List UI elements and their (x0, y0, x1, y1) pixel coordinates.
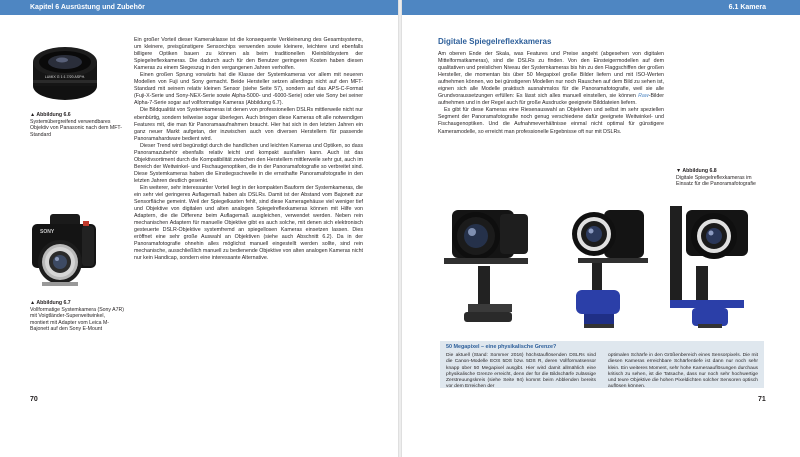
right-page (402, 0, 800, 457)
info-box-column-2: optimalen Schärfe in den Größenbereich eines Sensorpixels. Die mit diesen Kameras erreichbare Schärfentiefe ist dann nur noch sehr klein. Ein weiteres Moment, sehr hohe Kameraauflösungen durchaus kritisch zu sehen, ist die Tatsache, dass nur noch sehr hochwertige und teure Objektive die hohen Pixeldichten solcher Sensoren optisch auflösen können. (608, 353, 758, 390)
figure-6-7-caption: ▲ Abbildung 6.7 Vollformatige Systemkamera (Sony A7R) mit Voigtländer-Superweitwinkel, montiert mit Adapter vom Leica M-Bajonett auf den Sony E-Mount (30, 300, 124, 333)
left-paragraph-3: Die Bildqualität von Systemkameras ist denen von professionellen DSLRs mittlerweile nicht nur ebenbürtig, sondern teilweise sogar überlegen. Auch bringen diese Kameras oft alle notwendigen Features mit, die man für Panoramaaufnahmen braucht. Hier hat sich in den letzten Jahren ein ganz neuer Markt aufgetan, der inzwischen auch von diversen Herstellern für passende Panoramahardware bedient wird. (134, 107, 363, 142)
left-page (0, 0, 398, 457)
figure-6-8-caption: ▼ Abbildung 6.8 Digitale Spiegelreflexkameras im Einsatz für die Panoramafotografie (676, 168, 756, 188)
right-page-number: 71 (758, 396, 766, 403)
left-header-title: Kapitel 6 Ausrüstung und Zubehör (30, 4, 145, 11)
left-body-text (134, 37, 363, 263)
info-box (440, 341, 764, 388)
right-paragraph-1: Am oberen Ende der Skala, was Features und Preise angeht (abgesehen von digitalen Mittelformatkameras), sind die DSLRs zu finden. Von den Einsteigermodellen auf dem qualitativen und preislichen Niveau der Systemkameras bis hin zu den Flaggschiffen der großen Hersteller, die momentan bis über 50 Megapixel große Bilder liefern und mit ISO-Werten aufnehmen können, wo bei günstigeren Modellen nur noch Rauschen auf dem Bild zu sehen ist, eignen sich alle Modelle praktisch ausnahmslos für die Panoramafotografie, weil sie alle Grundvoraussetzungen erfüllen: Es lässt sich alles manuell einstellen, sie können Raw-Bilder aufnehmen und in der Regel auch für große Ausdrucke geeignete Bilddateien liefern. (438, 51, 664, 107)
lens-label-text: LUMIX G 1:1.7/20 ASPH. (44, 75, 86, 79)
left-paragraph-1: Ein großer Vorteil dieser Kameraklasse ist die konsequente Verkleinerung des Gesamtsystems, um kleinere, preisgünstigere Sensorchips verwenden sowie kleinere, leichtere und ebenfalls billigere Optiken bauen zu können als beim traditionellen Kleinbildsystem der Spiegelreflexkameras. Die dadurch auch für den Benutzer geringeren Kosten haben diesen Kameras zu einem Siegeszug in den vergangenen Jahren verholfen. (134, 37, 363, 72)
dslr-panorama-heads-photo (438, 196, 764, 330)
left-paragraph-4: Dieser Trend wird begünstigt durch die handlichen und leichten Kameras und Optiken, so dass Panoramazubehör ebenfalls relativ leicht und kompakt ausfallen kann. Auch ist das Objektivsortiment durch die Kompatibilität zwischen den Herstellern mittlerweile sehr gut, auch im Bereich der Weitwinkel- und Fischaugenoptiken, die in der Panoramafotografie so verbreitet sind. Diese Systemkameras haben die Einstiegsschwelle in die ernsthafte Panoramafotografie in den letzten Jahren deutlich gesenkt. (134, 142, 363, 184)
panasonic-lens-photo (30, 40, 100, 104)
left-page-number: 70 (30, 396, 38, 403)
figure-6-8-text: Digitale Spiegelreflexkameras im Einsatz für die Panoramafotografie (676, 174, 756, 188)
left-page-header (0, 0, 398, 15)
info-box-column-1: Die aktuell (Stand: Sommer 2016) höchstauflösenden DSLRs sind die Canon-Modelle EOS 5DS bzw. 5DS R, deren Vollformatsensor knapp über 50 Megapixel ausgibt. Hier wird damit allmählich eine physikalische Grenze erreicht, denn der für die Bildschärfe zulässige Zerstreuungskreis (siehe Seite 94) kommt beim Abblenden bereits vor dem Erreichen der (446, 353, 596, 390)
figure-6-6-title: Abbildung 6.6 (36, 112, 71, 118)
raw-link[interactable]: Raw (638, 93, 649, 100)
right-page-header (402, 0, 800, 15)
section-heading: Digitale Spiegelreflexkameras (438, 37, 552, 46)
dslr-on-pano-head-1 (444, 210, 528, 322)
info-box-title: 50 Megapixel – eine physikalische Grenze? (446, 344, 557, 350)
right-body-text (438, 37, 664, 136)
figure-6-8-title: Abbildung 6.8 (682, 168, 717, 174)
dslr-on-pano-head-3 (670, 206, 748, 328)
left-paragraph-2: Einen großen Sprung vorwärts hat die Klasse der Systemkameras vor allem mit neueren Modellen von Fuji und Sony gemacht. Beide Hersteller setzen allerdings nicht auf den MFT-Standard mit seinem relativ kleinen Sensor (siehe Seite 57), sondern auf das APS-C-Format (Fuji-X-Serie und Sony-NEX-Serie sowie Alpha-5000- und -6000-Serie) oder wie Sony bei seiner Alpha-7-Serie sogar auf vollformatige Kameras (Abbildung 6.7). (134, 72, 363, 107)
sony-camera-photo (28, 212, 100, 296)
figure-6-6-caption: ▲ Abbildung 6.6 Systemübergreifend verwendbares Objektiv von Panasonic nach dem MFT-Standard (30, 112, 122, 138)
left-paragraph-5: Ein weiterer, sehr interessanter Vorteil liegt in der kompakten Bauform der Systemkameras, die ein sehr viel geringeres Auflagemaß haben als DSLRs. Damit ist der Abstand vom Bajonett zur Sensorfläche gemeint. Weil der Spiegelkasten fehlt, sind diese Kameragehäuse viel weniger tief und Objektive von digitalen und alten analogen Spiegelreflexkameras können mit Hilfe von Adaptern, die die Differenz beim Auflagemaß ausgleichen, verwendet werden. Neben rein mechanischen Adaptern für manuelle Objektive gibt es auch solche, mit denen sich elektronisch gesteuerte DSLR-Objektive systemfremd an spiegellosen Kameras einsetzen lassen. Dies eröffnet eine sehr große Auswahl an Objektiven (siehe auch Abschnitt 6.2). Da in der Panoramafotografie ohnehin alles möglichst manuell eingestellt werden sollte, sind rein mechanische, ausschließlich manuell zu bedienende Objektive von alten analogen Kameras nicht nur kein Handicap, sondern eine interessante Alternative. (134, 184, 363, 262)
right-paragraph-2: Es gibt für diese Kameras eine Riesenauswahl an Objektiven und selbst im sehr speziellen Segment der Panoramafotografie noch genug verschiedene dafür geeignete Weitwinkel- und Fischaugenoptiken. Und die Aufnahmeverhältnisse einmal nicht optimal für günstigere Kameramodelle, so erreicht man professionelle Ergebnisse oft nur mit DSLRs. (438, 107, 664, 135)
right-header-title: 6.1 Kamera (728, 4, 766, 11)
dslr-on-pano-head-2 (572, 210, 648, 328)
sony-brand-text: SONY (40, 229, 55, 235)
figure-6-7-text: Vollformatige Systemkamera (Sony A7R) mit Voigtländer-Superweitwinkel, montiert mit Adapter vom Leica M-Bajonett auf den Sony E-Mount (30, 306, 124, 333)
figure-6-7-title: Abbildung 6.7 (36, 300, 71, 306)
figure-6-6-text: Systemübergreifend verwendbares Objektiv von Panasonic nach dem MFT-Standard (30, 118, 122, 138)
